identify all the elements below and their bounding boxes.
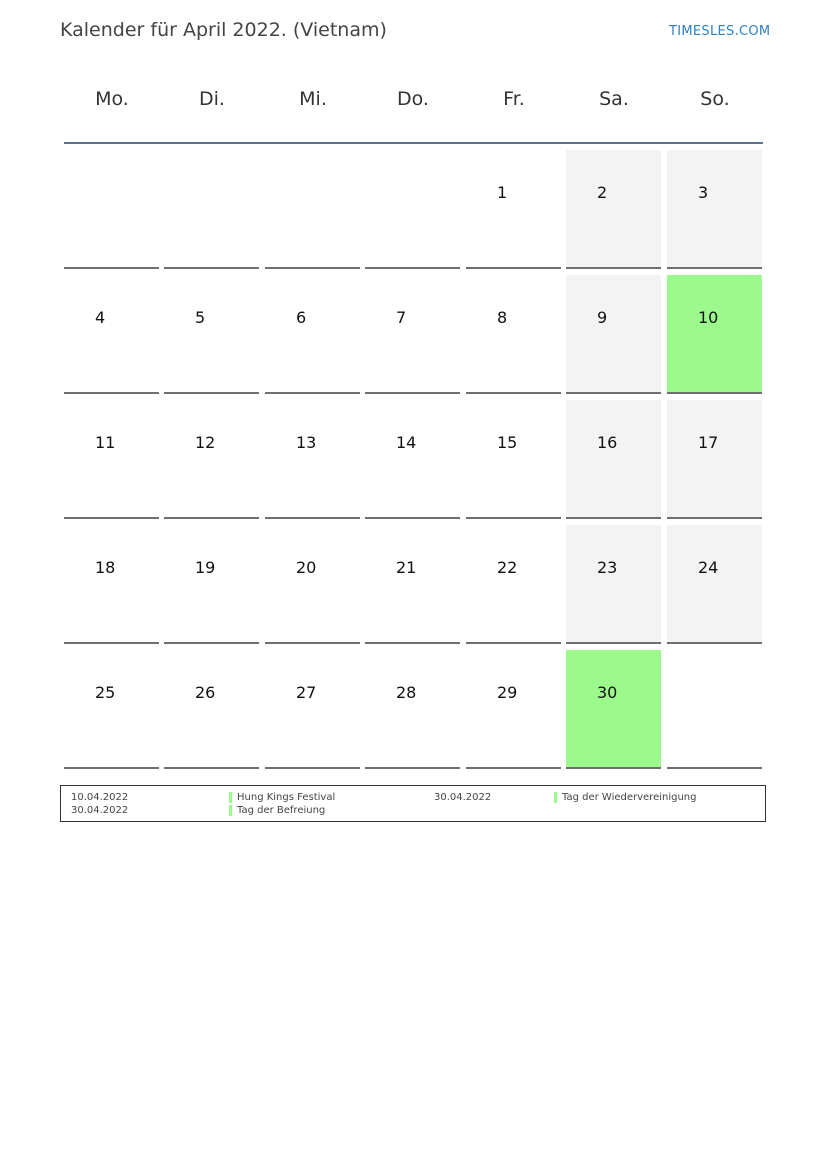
cell-divider [64,392,159,394]
day-number: 24 [698,558,719,577]
day-cell[interactable] [64,150,159,269]
cell-divider [365,267,460,269]
day-number: 2 [597,183,608,202]
day-cell[interactable] [365,400,460,519]
day-number: 23 [597,558,618,577]
day-number: 22 [497,558,518,577]
day-cell[interactable] [566,150,661,269]
day-cell[interactable] [667,400,762,519]
day-number: 19 [195,558,216,577]
weekday-fr: Fr. [503,88,525,110]
day-number: 30 [597,683,618,702]
cell-divider [566,642,661,644]
cell-divider [365,642,460,644]
day-cell[interactable] [667,150,762,269]
day-number: 11 [95,433,116,452]
weekday-di: Di. [199,88,225,110]
day-cell[interactable] [164,650,259,769]
cell-divider [265,767,360,769]
day-number: 26 [195,683,216,702]
page-title: Kalender für April 2022. (Vietnam) [60,19,387,41]
day-number: 9 [597,308,608,327]
day-cell[interactable] [64,400,159,519]
day-number: 3 [698,183,709,202]
day-cell[interactable] [466,650,561,769]
cell-divider [365,517,460,519]
legend-date: 10.04.2022 [71,792,129,803]
cell-divider [265,642,360,644]
day-number: 16 [597,433,618,452]
day-number: 1 [497,183,508,202]
day-cell[interactable] [365,525,460,644]
day-cell[interactable] [466,150,561,269]
cell-divider [566,767,661,769]
day-cell[interactable] [164,150,259,269]
cell-divider [566,517,661,519]
day-number: 6 [296,308,307,327]
cell-divider [164,517,259,519]
day-number: 15 [497,433,518,452]
day-cell[interactable] [265,650,360,769]
day-cell[interactable] [466,400,561,519]
cell-divider [466,392,561,394]
day-number: 18 [95,558,116,577]
day-cell[interactable] [466,275,561,394]
day-cell[interactable] [566,525,661,644]
cell-divider [667,517,762,519]
cell-divider [466,642,561,644]
holiday-legend [60,785,766,822]
cell-divider [64,517,159,519]
weekday-so: So. [700,88,730,110]
day-cell[interactable] [164,400,259,519]
weekday-header [64,88,764,120]
day-cell[interactable] [64,525,159,644]
cell-divider [164,267,259,269]
cell-divider [365,767,460,769]
day-number: 7 [396,308,407,327]
day-cell[interactable] [265,400,360,519]
day-number: 20 [296,558,317,577]
day-cell[interactable] [667,650,762,769]
day-number: 27 [296,683,317,702]
day-cell[interactable] [566,400,661,519]
day-cell[interactable] [365,650,460,769]
cell-divider [265,392,360,394]
cell-divider [64,267,159,269]
legend-date: 30.04.2022 [71,805,129,816]
cell-divider [566,267,661,269]
day-cell[interactable] [164,525,259,644]
day-cell[interactable] [566,650,661,769]
cell-divider [566,392,661,394]
day-number: 8 [497,308,508,327]
cell-divider [164,642,259,644]
day-cell[interactable] [64,275,159,394]
legend-holiday-name: Tag der Wiedervereinigung [562,792,697,803]
day-number: 5 [195,308,206,327]
day-cell[interactable] [566,275,661,394]
legend-holiday-name: Hung Kings Festival [237,792,336,803]
day-number: 17 [698,433,719,452]
cell-divider [466,767,561,769]
day-number: 21 [396,558,417,577]
day-number: 28 [396,683,417,702]
weekday-do: Do. [397,88,429,110]
day-number: 13 [296,433,317,452]
cell-divider [466,267,561,269]
day-number: 14 [396,433,417,452]
cell-divider [265,267,360,269]
day-cell[interactable] [667,525,762,644]
brand-link[interactable]: TIMESLES.COM [669,24,771,39]
cell-divider [667,267,762,269]
holiday-color-marker [229,805,232,816]
cell-divider [667,392,762,394]
cell-divider [667,767,762,769]
cell-divider [466,517,561,519]
cell-divider [365,392,460,394]
weekday-mo: Mo. [95,88,129,110]
day-number: 12 [195,433,216,452]
cell-divider [164,392,259,394]
day-cell[interactable] [164,275,259,394]
cell-divider [265,517,360,519]
weekday-sa: Sa. [599,88,629,110]
cell-divider [64,767,159,769]
day-cell[interactable] [466,525,561,644]
day-cell[interactable] [265,525,360,644]
day-cell[interactable] [64,650,159,769]
legend-holiday-name: Tag der Befreiung [237,805,326,816]
day-cell[interactable] [365,275,460,394]
header-divider [64,142,763,144]
weekday-mi: Mi. [299,88,327,110]
day-number: 25 [95,683,116,702]
cell-divider [164,767,259,769]
holiday-color-marker [554,792,557,803]
day-cell[interactable] [365,150,460,269]
day-number: 4 [95,308,106,327]
cell-divider [667,642,762,644]
day-number: 29 [497,683,518,702]
day-cell[interactable] [667,275,762,394]
cell-divider [64,642,159,644]
holiday-color-marker [229,792,232,803]
day-cell[interactable] [265,275,360,394]
day-cell[interactable] [265,150,360,269]
day-number: 10 [698,308,719,327]
legend-date: 30.04.2022 [434,792,492,803]
